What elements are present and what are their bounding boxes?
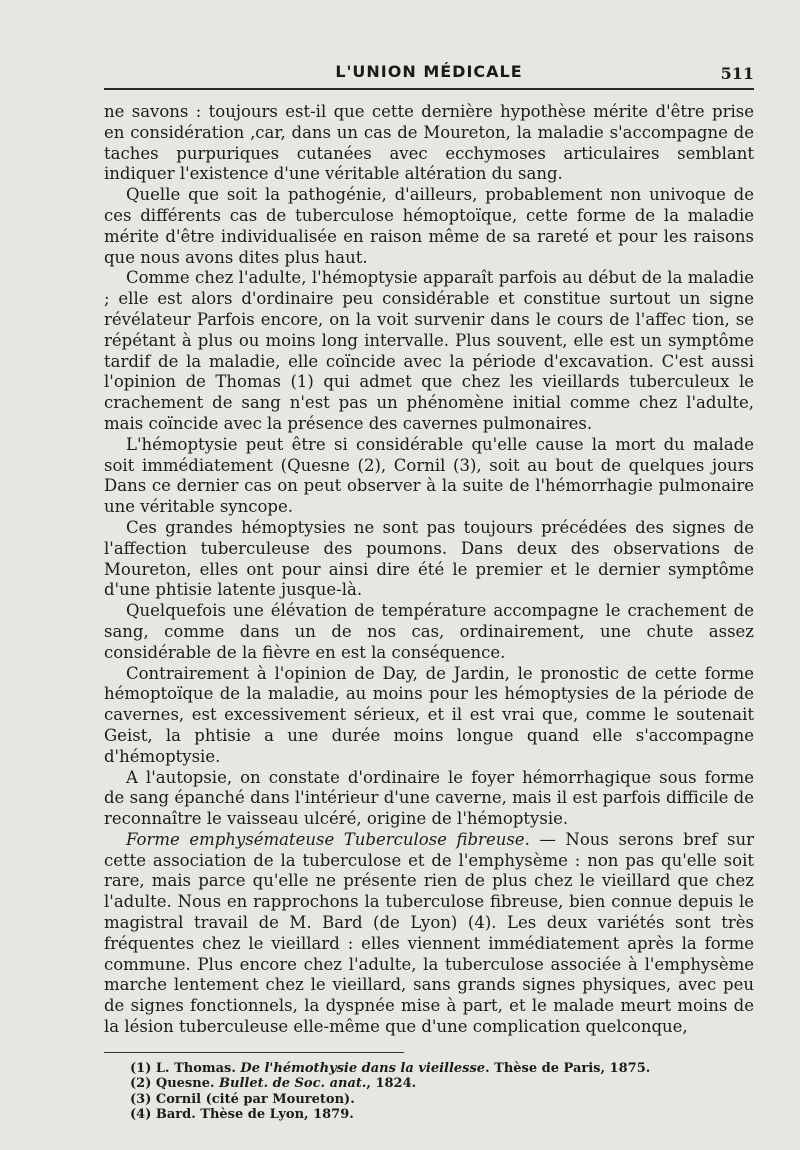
footnote-text: . Thèse de Paris, 1875. [485, 1060, 651, 1076]
footnote-text: (4) Bard. Thèse de Lyon, 1879. [130, 1107, 354, 1123]
paragraph: Comme chez l'adulte, l'hémoptysie apparaît parfois au début de la maladie ; elle est alors d'ordinaire peu considérable et constitue surtout un signe révélateur Parfois encore, on la voit survenir dans le cours de l'affec tion, se répétant à plus ou moins long intervalle. Plus souvent, elle est un symptôme tardif de la maladie, elle coïncide avec la période d'excavation. C'est aussi l'opinion de Thomas (1) qui admet que chez les vieillards tuberculeux le crachement de sang n'est pas un phénomène initial comme chez l'adulte, mais coïncide avec la présence des cavernes pulmonaires. [104, 268, 754, 433]
footnote [130, 1061, 754, 1077]
paragraph: Ces grandes hémoptysies ne sont pas toujours précédées des signes de l'affection tuberculeuse des poumons. Dans deux des observations de Moureton, elles ont pour ainsi dire été le premier et le dernier symptôme d'une phtisie latente jusque-là. [104, 517, 754, 600]
footnote-text: (1) L. Thomas. [130, 1060, 241, 1076]
section-text: — Nous serons bref sur cette association de la tuberculose et de l'emphysème : non pas qu'elle soit rare, mais parce qu'elle ne présente rien de plus chez le vieillard que chez l'adulte. Nous en rapprochons la tuberculose fibreuse, bien connue depuis le magistral travail de M. Bard (de Lyon) (4). Les deux variétés sont très fréquentes chez le vieillard : elles viennent immédiatement après la forme commune. Plus encore chez l'adulte, la tuberculose associée à l'emphysème marche lentement chez le vieillard, sans grands signes physiques, avec peu de signes fonctionnels, la dyspnée mise à part, et le malade meurt moins de la lésion tuberculeuse elle-même que d'une complication quelconque, [104, 829, 754, 1037]
page-header [104, 60, 754, 90]
footnote-title: Bullet. de Soc. anat. [219, 1076, 367, 1092]
paragraph: Contrairement à l'opinion de Day, de Jardin, le pronostic de cette forme hémoptoïque de la maladie, au moins pour les hémoptysies de la période de cavernes, est excessivement sérieux, et il est vrai que, comme le soutenait Geist, la phtisie a une durée moins longue quand elle s'accompagne d'hémoptysie. [104, 663, 754, 766]
footnote [130, 1076, 754, 1092]
footnotes [104, 1061, 754, 1123]
paragraph: A l'autopsie, on constate d'ordinaire le foyer hémorrhagique sous forme de sang épanché dans l'intérieur d'une caverne, mais il est parfois difficile de reconnaître le vaisseau ulcéré, origine de l'hémoptysie. [104, 767, 754, 829]
footnote-title: De l'hémothysie dans la vieillesse [240, 1060, 486, 1076]
paragraph: ne savons : toujours est-il que cette dernière hypothèse mérite d'être prise en considération ,car, dans un cas de Moureton, la maladie s'accompagne de taches purpuriques cutanées avec ecchymoses articulaires semblant indiquer l'existence d'une véritable altération du sang. [104, 102, 754, 184]
footnote [130, 1092, 754, 1108]
section-heading: Forme emphysémateuse Tuberculose fibreuse. [126, 829, 530, 849]
paragraph: L'hémoptysie peut être si considérable qu'elle cause la mort du malade soit immédiatement (Quesne (2), Cornil (3), soit au bout de quelques jours Dans ce dernier cas on peut observer à la suite de l'hémorrhagie pulmonaire une véritable syncope. [104, 434, 754, 517]
body-text [104, 102, 754, 1038]
footnote-text: (3) Cornil (cité par Moureton). [130, 1091, 355, 1107]
footnote-divider [104, 1052, 404, 1053]
running-title: L'UNION MÉDICALE [335, 62, 523, 81]
paragraph: Quelle que soit la pathogénie, d'ailleurs, probablement non univoque de ces différents cas de tuberculose hémoptoïque, cette forme de la maladie mérite d'être individualisée en raison même de sa rareté et pour les raisons que nous avons dites plus haut. [104, 185, 754, 267]
page-number: 511 [720, 64, 754, 83]
paragraph: Quelquefois une élévation de température accompagne le crachement de sang, comme dans un de nos cas, ordinairement, une chute assez considérable de la fièvre en est la conséquence. [104, 601, 754, 662]
paragraph-section [104, 830, 754, 1038]
footnote-text: (2) Quesne. [130, 1076, 220, 1092]
footnote-text: , 1824. [366, 1076, 417, 1092]
footnote [130, 1107, 754, 1123]
